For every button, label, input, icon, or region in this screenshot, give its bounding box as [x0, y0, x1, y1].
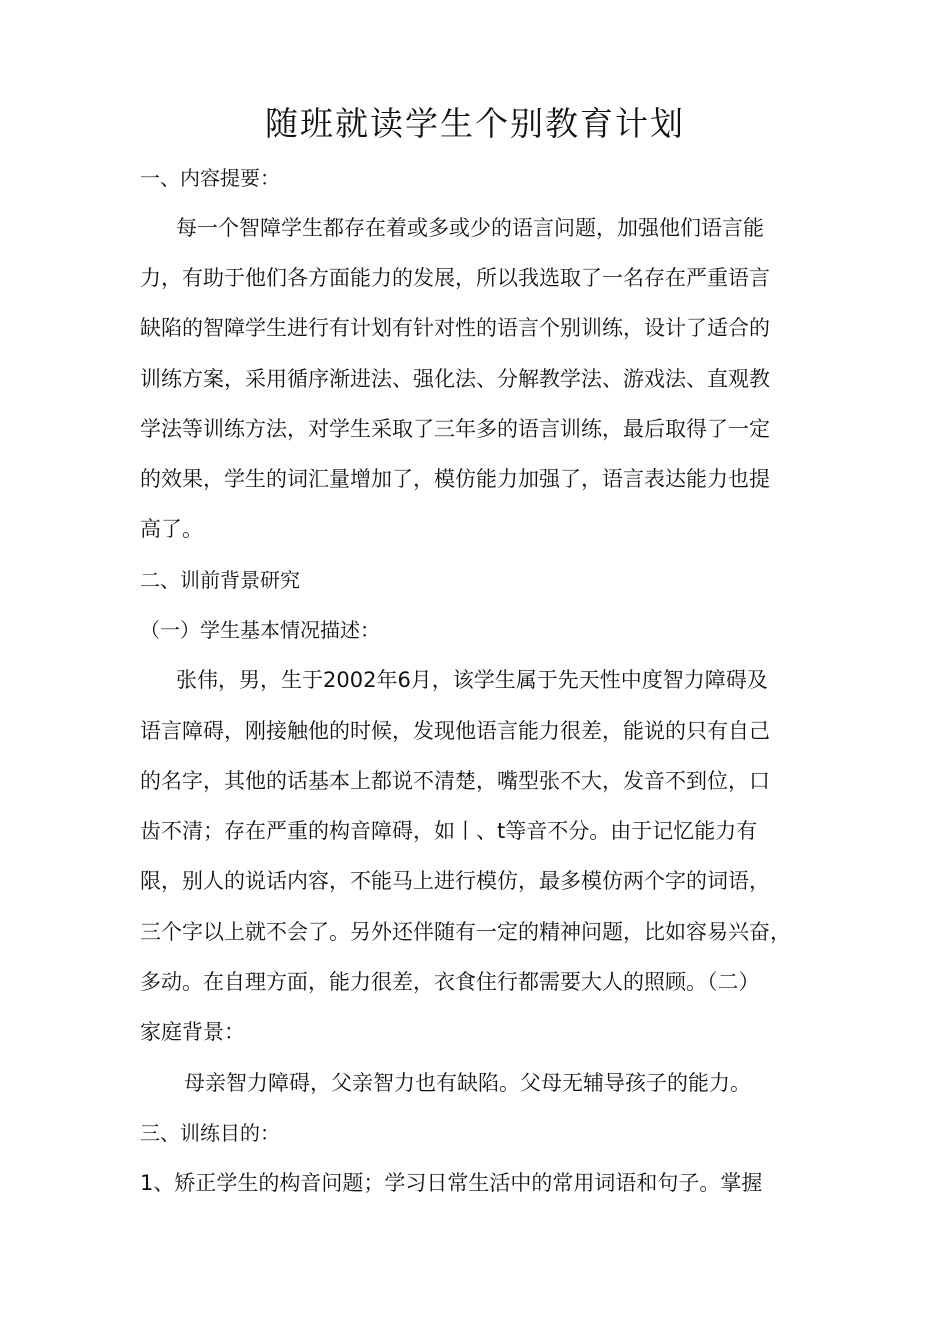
paragraph-line: 训练方案，采用循序渐进法、强化法、分解教学法、游戏法、直观教: [140, 367, 770, 391]
paragraph-line: 多动。在自理方面，能力很差，衣食住行都需要大人的照顾。（二）: [140, 970, 760, 994]
paragraph-line: 限，别人的说话内容，不能马上进行模仿，最多模仿两个字的词语，: [140, 869, 770, 893]
paragraph-line: 家庭背景：: [140, 1020, 245, 1044]
document-title: 随班就读学生个别教育计划: [265, 104, 685, 143]
paragraph-line: 缺陷的智障学生进行有计划有针对性的语言个别训练，设计了适合的: [140, 316, 770, 340]
paragraph-line: 语言障碍，刚接触他的时候，发现他语言能力很差，能说的只有自己: [140, 719, 770, 743]
paragraph-line: 的名字，其他的话基本上都说不清楚，嘴型张不大，发音不到位，口: [140, 769, 770, 793]
section-heading-goals: 三、训练目的：: [140, 1121, 280, 1145]
paragraph-line: 齿不清；存在严重的构音障碍，如丨、t等音不分。由于记忆能力有: [140, 819, 758, 843]
paragraph-line: 力，有助于他们各方面能力的发展，所以我选取了一名存在严重语言: [140, 266, 770, 290]
paragraph-line: 每一个智障学生都存在着或多或少的语言问题，加强他们语言能: [176, 216, 764, 240]
paragraph-line: 高了。: [140, 517, 203, 541]
section-heading-summary: 一、内容提要：: [140, 166, 280, 190]
paragraph-line: 张伟，男，生于2002年6月，该学生属于先天性中度智力障碍及: [176, 668, 768, 692]
paragraph-line: 母亲智力障碍，父亲智力也有缺陷。父母无辅导孩子的能力。: [184, 1071, 751, 1095]
paragraph-line: 1、矫正学生的构音问题；学习日常生活中的常用词语和句子。掌握: [140, 1171, 763, 1195]
subsection-heading-student: （一）学生基本情况描述：: [140, 618, 380, 642]
paragraph-line: 三个字以上就不会了。另外还伴随有一定的精神问题，比如容易兴奋，: [140, 920, 791, 944]
paragraph-line: 的效果，学生的词汇量增加了，模仿能力加强了，语言表达能力也提: [140, 467, 770, 491]
section-heading-background: 二、训前背景研究: [140, 568, 300, 592]
paragraph-line: 学法等训练方法，对学生采取了三年多的语言训练，最后取得了一定: [140, 417, 770, 441]
